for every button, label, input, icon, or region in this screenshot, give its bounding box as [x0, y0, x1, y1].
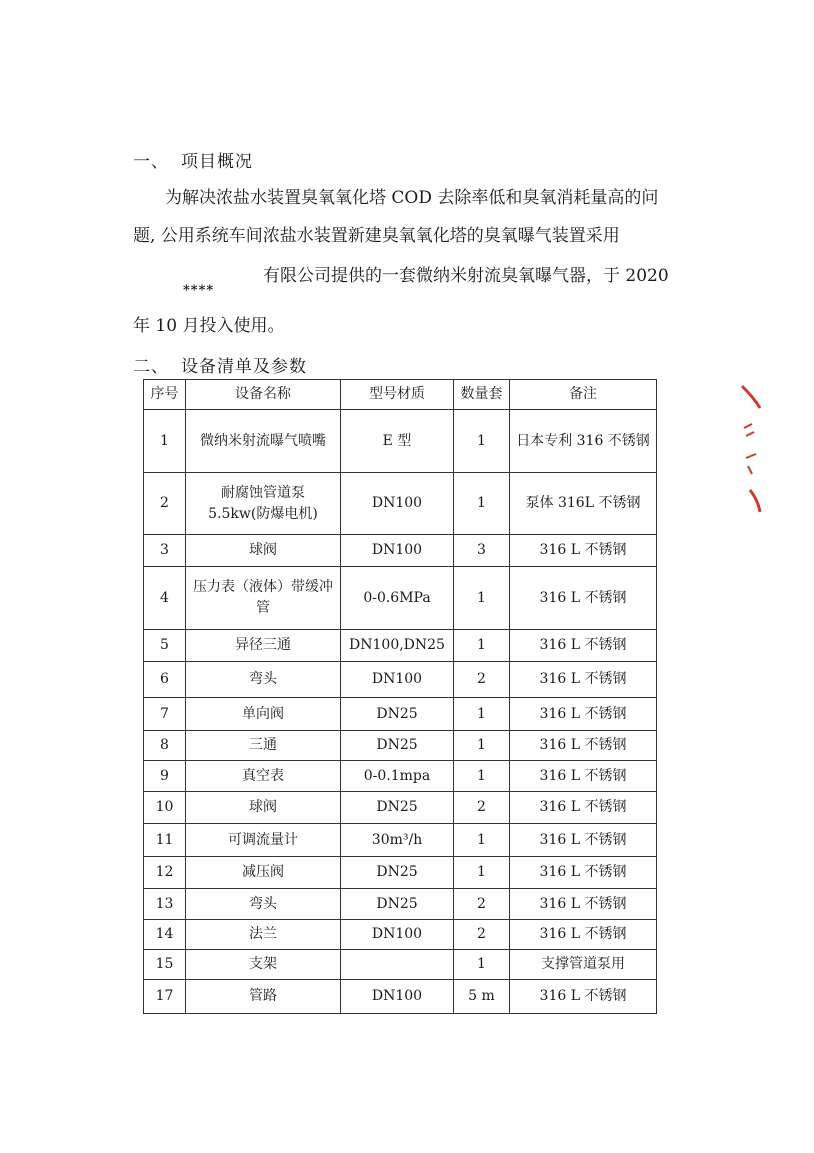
table-row	[144, 731, 657, 761]
row-name-cell: 减压阀	[186, 857, 341, 889]
row-remark-cell: 316 L 不锈钢	[510, 920, 657, 950]
row-model-cell: DN25	[341, 698, 454, 731]
row-name-cell: 真空表	[186, 761, 341, 792]
row-model-cell: DN100	[341, 535, 454, 567]
masked-company-name: ****	[183, 283, 215, 298]
row-model-cell: DN25	[341, 731, 454, 761]
header-cell-remark: 备注	[510, 380, 657, 410]
row-qty-cell: 5 m	[454, 980, 510, 1014]
row-model-cell: DN100	[341, 662, 454, 698]
row-no-cell: 12	[144, 857, 186, 889]
row-qty-cell: 2	[454, 920, 510, 950]
row-remark-cell: 316 L 不锈钢	[510, 889, 657, 920]
header-cell-model: 型号材质	[341, 380, 454, 410]
row-qty-cell: 3	[454, 535, 510, 567]
row-remark-cell: 316 L 不锈钢	[510, 630, 657, 662]
row-remark-cell: 316 L 不锈钢	[510, 857, 657, 889]
table-row	[144, 535, 657, 567]
row-no-cell: 5	[144, 630, 186, 662]
table-row	[144, 980, 657, 1014]
table-row	[144, 567, 657, 630]
row-qty-cell: 2	[454, 662, 510, 698]
row-no-cell: 7	[144, 698, 186, 731]
para-line-3: 有限公司提供的一套微纳米射流臭氧曝气器，于 2020	[263, 266, 669, 286]
table-row	[144, 920, 657, 950]
row-remark-cell: 316 L 不锈钢	[510, 567, 657, 630]
row-remark-cell: 316 L 不锈钢	[510, 662, 657, 698]
equipment-table	[143, 379, 657, 1014]
row-name-cell: 法兰	[186, 920, 341, 950]
row-model-cell: 0-0.1mpa	[341, 761, 454, 792]
section1-heading	[133, 147, 253, 172]
row-no-cell: 17	[144, 980, 186, 1014]
row-name-cell: 球阀	[186, 792, 341, 824]
row-no-cell: 10	[144, 792, 186, 824]
row-no-cell: 4	[144, 567, 186, 630]
row-remark-cell: 316 L 不锈钢	[510, 792, 657, 824]
table-row	[144, 630, 657, 662]
row-remark-cell: 316 L 不锈钢	[510, 824, 657, 857]
row-model-cell	[341, 950, 454, 980]
row-remark-cell: 316 L 不锈钢	[510, 731, 657, 761]
row-remark-cell: 316 L 不锈钢	[510, 535, 657, 567]
row-name-cell: 单向阀	[186, 698, 341, 731]
row-remark-cell: 日本专利 316 不锈钢	[510, 410, 657, 473]
para-line-1: 为解决浓盐水装置臭氧氧化塔 COD 去除率低和臭氧消耗量高的问	[165, 188, 659, 208]
row-qty-cell: 1	[454, 630, 510, 662]
section2-title: 设备清单及参数	[181, 357, 307, 377]
row-model-cell: DN100	[341, 980, 454, 1014]
row-model-cell: DN25	[341, 889, 454, 920]
header-cell-no: 序号	[144, 380, 186, 410]
row-no-cell: 14	[144, 920, 186, 950]
row-model-cell: DN100,DN25	[341, 630, 454, 662]
row-name-cell: 异径三通	[186, 630, 341, 662]
header-cell-qty: 数量套	[454, 380, 510, 410]
table-row	[144, 473, 657, 535]
row-model-cell: DN100	[341, 473, 454, 535]
row-remark-cell: 316 L 不锈钢	[510, 698, 657, 731]
row-qty-cell: 1	[454, 824, 510, 857]
table-row	[144, 761, 657, 792]
row-name-cell: 支架	[186, 950, 341, 980]
row-qty-cell: 1	[454, 761, 510, 792]
row-name-cell: 耐腐蚀管道泵 5.5kw(防爆电机)	[186, 473, 341, 535]
row-model-cell: DN25	[341, 857, 454, 889]
table-row	[144, 410, 657, 473]
row-no-cell: 2	[144, 473, 186, 535]
row-name-cell: 球阀	[186, 535, 341, 567]
row-qty-cell: 1	[454, 698, 510, 731]
red-stamp-fragment	[738, 378, 762, 518]
row-qty-cell: 2	[454, 889, 510, 920]
table-header-row	[144, 380, 657, 410]
section1-title: 项目概况	[181, 152, 253, 172]
row-qty-cell: 1	[454, 950, 510, 980]
row-name-cell: 管路	[186, 980, 341, 1014]
table-row	[144, 824, 657, 857]
section2-heading	[133, 352, 307, 377]
row-name-cell: 可调流量计	[186, 824, 341, 857]
row-remark-cell: 316 L 不锈钢	[510, 761, 657, 792]
row-name-cell: 三通	[186, 731, 341, 761]
row-qty-cell: 2	[454, 792, 510, 824]
row-qty-cell: 1	[454, 857, 510, 889]
row-model-cell: DN25	[341, 792, 454, 824]
row-no-cell: 9	[144, 761, 186, 792]
row-model-cell: 0-0.6MPa	[341, 567, 454, 630]
row-no-cell: 15	[144, 950, 186, 980]
table-row	[144, 698, 657, 731]
para-line-4: 年 10 月投入使用。	[133, 316, 285, 336]
row-qty-cell: 1	[454, 731, 510, 761]
row-remark-cell: 泵体 316L 不锈钢	[510, 473, 657, 535]
row-qty-cell: 1	[454, 473, 510, 535]
row-model-cell: E 型	[341, 410, 454, 473]
section1-number: 一、	[133, 152, 169, 172]
row-remark-cell: 316 L 不锈钢	[510, 980, 657, 1014]
section2-number: 二、	[133, 357, 169, 377]
row-name-cell: 微纳米射流曝气喷嘴	[186, 410, 341, 473]
header-cell-name: 设备名称	[186, 380, 341, 410]
row-qty-cell: 1	[454, 567, 510, 630]
row-remark-cell: 支撑管道泵用	[510, 950, 657, 980]
row-no-cell: 11	[144, 824, 186, 857]
row-no-cell: 6	[144, 662, 186, 698]
row-name-cell: 弯头	[186, 662, 341, 698]
row-qty-cell: 1	[454, 410, 510, 473]
table-row	[144, 950, 657, 980]
row-model-cell: DN100	[341, 920, 454, 950]
row-no-cell: 3	[144, 535, 186, 567]
row-model-cell: 30m³/h	[341, 824, 454, 857]
row-no-cell: 8	[144, 731, 186, 761]
row-name-cell: 压力表（液体）带缓冲管	[186, 567, 341, 630]
table-row	[144, 857, 657, 889]
table-row	[144, 889, 657, 920]
table-row	[144, 662, 657, 698]
table-row	[144, 792, 657, 824]
row-name-cell: 弯头	[186, 889, 341, 920]
row-no-cell: 1	[144, 410, 186, 473]
row-no-cell: 13	[144, 889, 186, 920]
para-line-2: 题, 公用系统车间浓盐水装置新建臭氧氧化塔的臭氧曝气装置采用	[133, 226, 620, 246]
